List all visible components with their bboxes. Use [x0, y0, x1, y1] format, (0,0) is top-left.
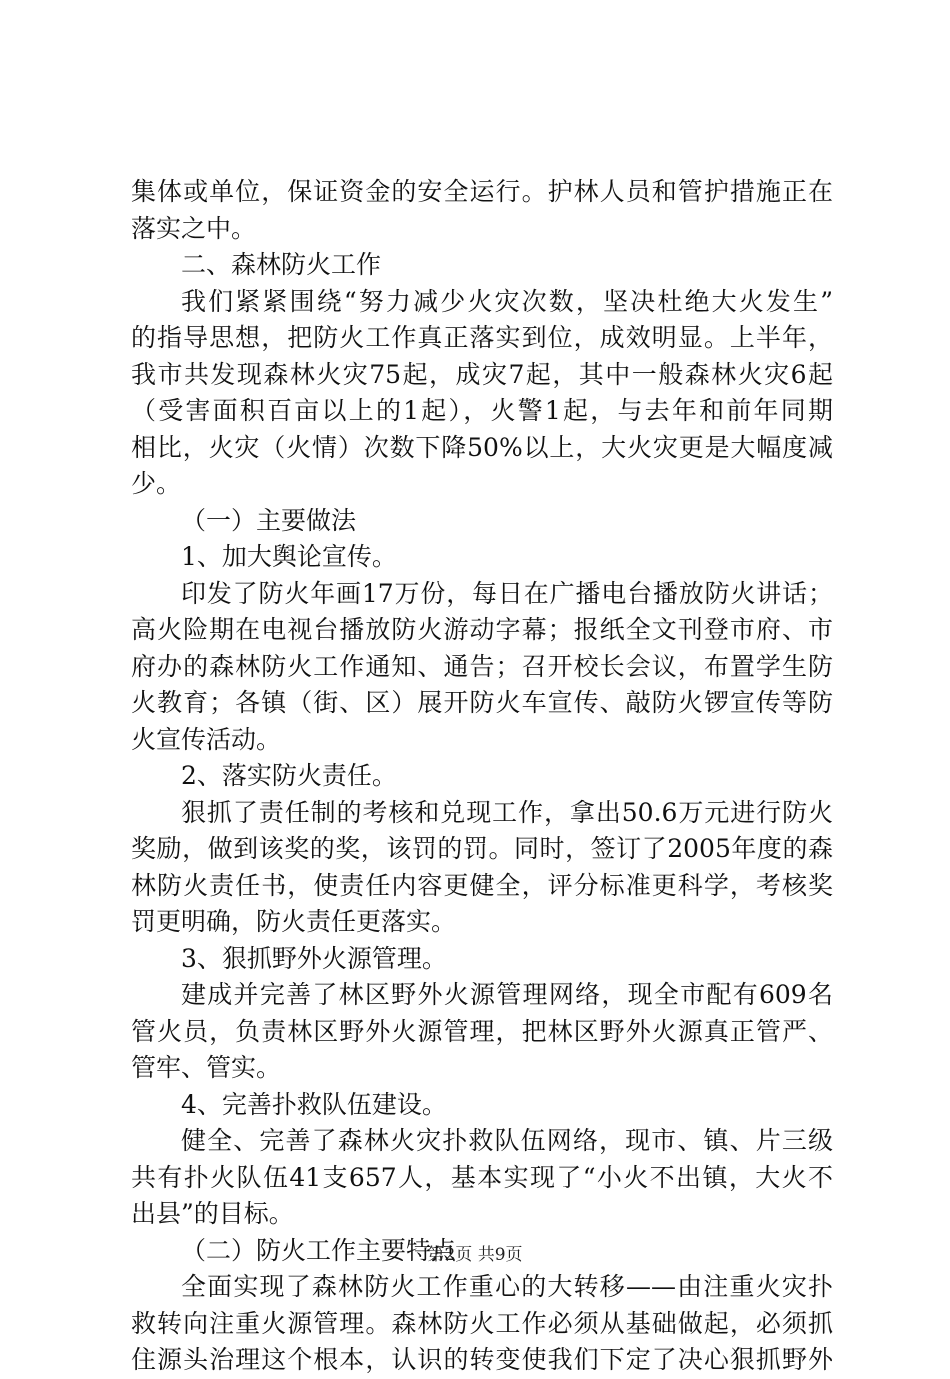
text-line: 共有扑火队伍41支657人，基本实现了“小火不出镇，大火不	[131, 1162, 833, 1192]
text-line: 4、完善扑救队伍建设。	[181, 1089, 447, 1119]
text-line: 少。	[131, 469, 182, 498]
text-line: 的指导思想，把防火工作真正落实到位，成效明显。上半年，	[131, 323, 833, 352]
text-line: 高火险期在电视台播放防火游动字幕；报纸全文刊登市府、市	[131, 615, 833, 644]
text-line: （二）防火工作主要特点	[181, 1235, 457, 1265]
text-line: 1、加大舆论宣传。	[181, 542, 397, 571]
page-number-footer: 第2页 共9页	[427, 1245, 523, 1265]
text-line: 住源头治理这个根本，认识的转变使我们下定了决心狠抓野外	[131, 1345, 833, 1374]
text-line: 集体或单位，保证资金的安全运行。护林人员和管护措施正在	[131, 177, 833, 206]
text-line: 罚更明确，防火责任更落实。	[131, 907, 457, 936]
text-line: 林防火责任书，使责任内容更健全，评分标准更科学，考核奖	[131, 870, 833, 900]
text-line: （一）主要做法	[181, 505, 357, 535]
text-line: 我们紧紧围绕“努力减少火灾次数，坚决杜绝大火发生”	[181, 286, 833, 316]
text-line: 救转向注重火源管理。森林防火工作必须从基础做起，必须抓	[131, 1308, 833, 1338]
document-body	[131, 174, 833, 1379]
text-line: 管牢、管实。	[131, 1053, 282, 1082]
text-line: 建成并完善了林区野外火源管理网络，现全市配有609名	[181, 980, 833, 1009]
text-line: 火宣传活动。	[131, 724, 282, 754]
text-line: 健全、完善了森林火灾扑救队伍网络，现市、镇、片三级	[181, 1126, 833, 1155]
text-line: 出县”的目标。	[131, 1199, 294, 1228]
text-line: 二、森林防火工作	[181, 250, 382, 279]
text-line: 印发了防火年画17万份，每日在广播电台播放防火讲话；	[181, 578, 833, 608]
text-line: （受害面积百亩以上的1起），火警1起，与去年和前年同期	[131, 396, 833, 425]
text-line: 狠抓了责任制的考核和兑现工作，拿出50.6万元进行防火	[181, 797, 833, 827]
text-line: 我市共发现森林火灾75起，成灾7起，其中一般森林火灾6起	[131, 359, 833, 389]
text-line: 3、狠抓野外火源管理。	[181, 943, 447, 973]
text-line: 府办的森林防火工作通知、通告；召开校长会议，布置学生防	[131, 651, 833, 681]
text-line: 2、落实防火责任。	[181, 761, 397, 790]
text-line: 落实之中。	[131, 213, 257, 243]
text-line: 相比，火灾（火情）次数下降50%以上，大火灾更是大幅度减	[131, 432, 833, 462]
text-line: 全面实现了森林防火工作重心的大转移——由注重火灾扑	[181, 1272, 833, 1301]
text-line: 奖励，做到该奖的奖，该罚的罚。同时，签订了2005年度的森	[131, 834, 833, 863]
text-line: 管火员，负责林区野外火源管理，把林区野外火源真正管严、	[131, 1016, 833, 1046]
text-line: 火教育；各镇（街、区）展开防火车宣传、敲防火锣宣传等防	[131, 688, 833, 717]
